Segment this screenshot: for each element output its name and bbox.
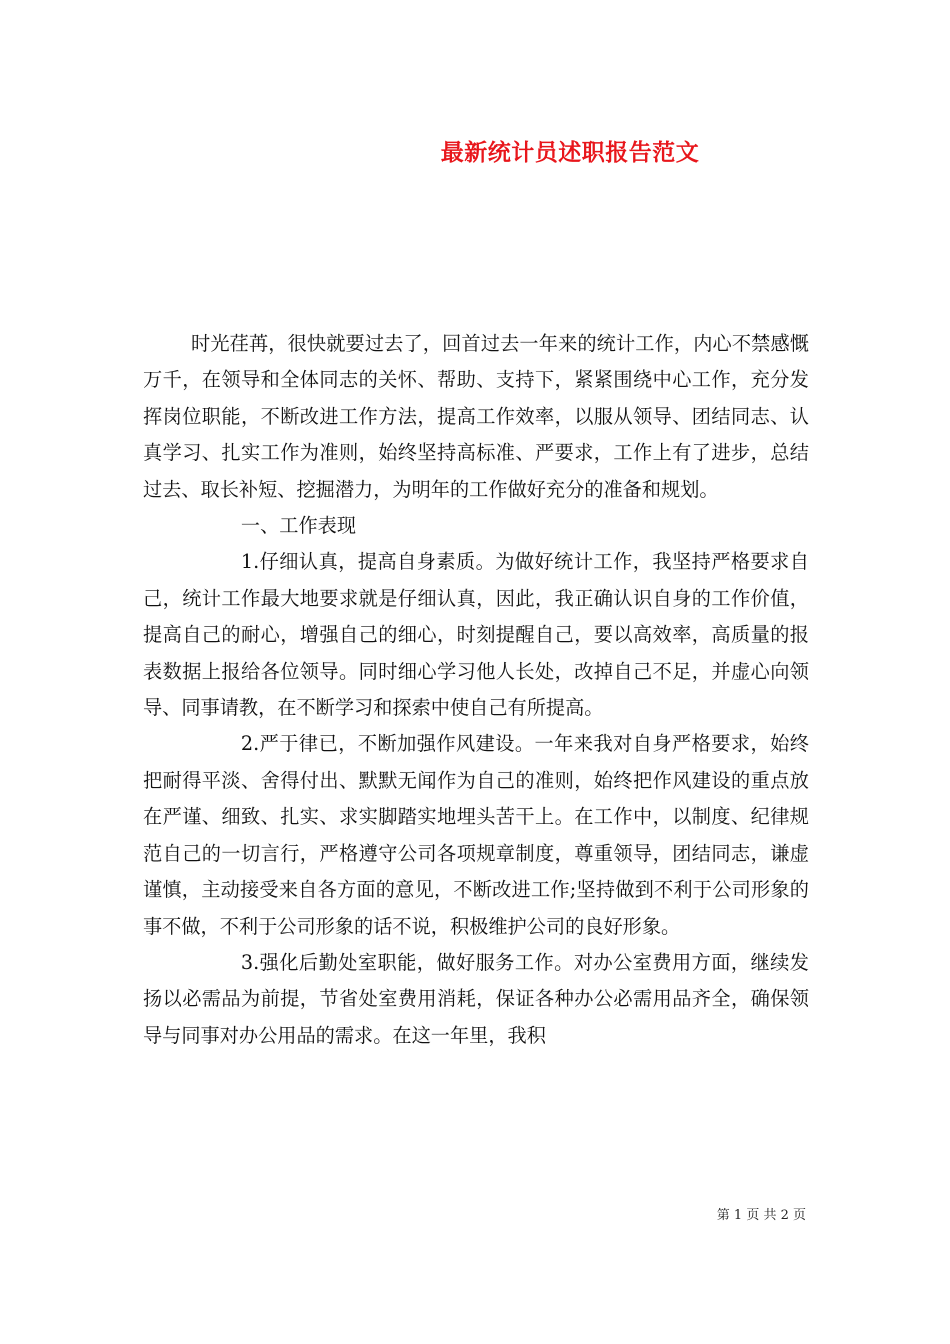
list-item: 3.强化后勤处室职能，做好服务工作。对办公室费用方面，继续发扬以必需品为前提，节省处室费用消耗，保证各种办公必需用品齐全，确保领导与同事对办公用品的需求。在这一年里，我积	[143, 950, 809, 1047]
intro-paragraph: 时光荏苒，很快就要过去了，回首过去一年来的统计工作，内心不禁感慨万千，在领导和全体同志的关怀、帮助、支持下，紧紧围绕中心工作，充分发挥岗位职能，不断改进工作方法，提高工作效率，以服从领导、团结同志、认真学习、扎实工作为准则，始终坚持高标准、严要求，工作上有了进步，总结过去、取长补短、挖掘潜力，为明年的工作做好充分的准备和规划。	[143, 332, 809, 501]
section-heading: 一、工作表现	[240, 514, 357, 538]
document-title: 最新统计员述职报告范文	[440, 139, 700, 166]
document-body	[143, 326, 809, 1054]
list-item: 1.仔细认真，提高自身素质。为做好统计工作，我坚持严格要求自己，统计工作最大地要求就是仔细认真，因此，我正确认识自身的工作价值，提高自己的耐心，增强自己的细心，时刻提醒自己，要以高效率，高质量的报表数据上报给各位领导。同时细心学习他人长处，改掉自己不足，并虚心向领导、同事请教，在不断学习和探索中使自己有所提高。	[143, 550, 809, 720]
list-item: 2.严于律已，不断加强作风建设。一年来我对自身严格要求，始终把耐得平淡、舍得付出、默默无闻作为自己的准则，始终把作风建设的重点放在严谨、细致、扎实、求实脚踏实地埋头苦干上。在工作中，以制度、纪律规范自己的一切言行，严格遵守公司各项规章制度，尊重领导，团结同志，谦虚谨慎，主动接受来自各方面的意见，不断改进工作;坚持做到不利于公司形象的事不做，不利于公司形象的话不说，积极维护公司的良好形象。	[143, 732, 809, 938]
page-number-footer: 第 1 页 共 2 页	[716, 1208, 806, 1223]
